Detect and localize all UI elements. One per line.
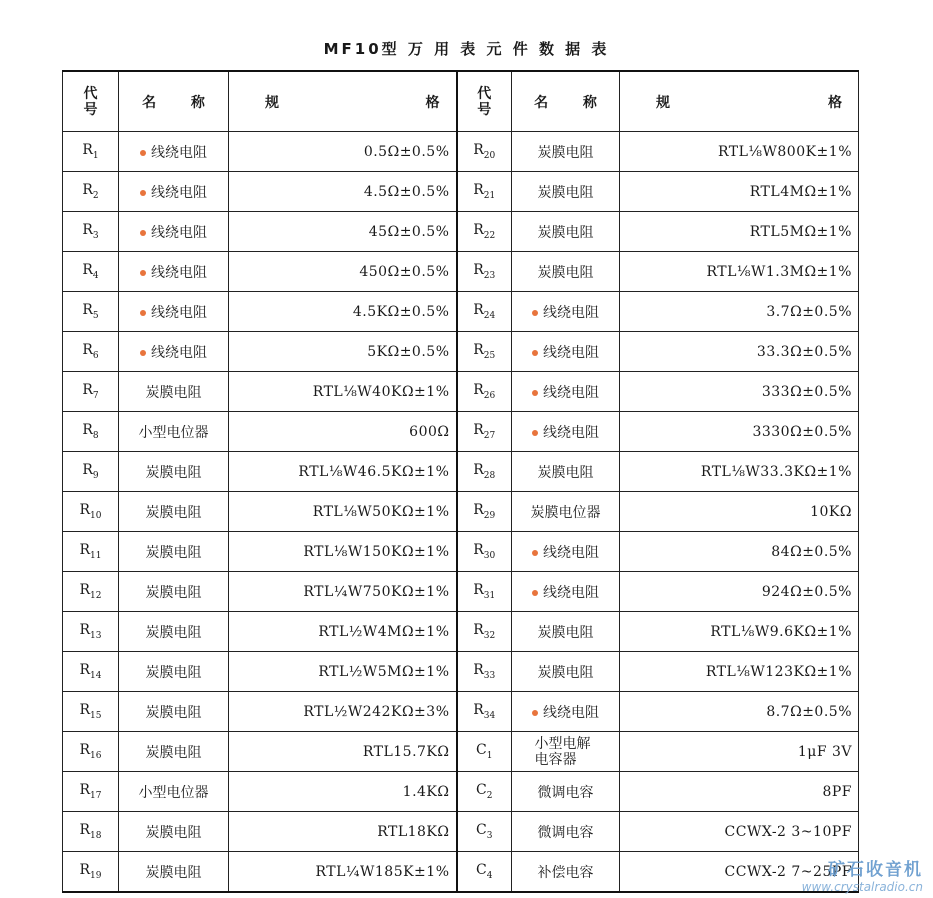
table-row <box>63 372 859 412</box>
component-name: 线绕电阻 <box>119 212 229 252</box>
header-code-right: 代 号 <box>457 71 512 132</box>
wirewound-marker-icon <box>140 310 146 316</box>
component-name: 炭膜电阻 <box>512 652 620 692</box>
component-spec: 33.3Ω±0.5% <box>620 332 859 372</box>
header-name-right: 名 称 <box>512 71 620 132</box>
table-row <box>63 692 859 732</box>
component-spec: 333Ω±0.5% <box>620 372 859 412</box>
wirewound-marker-icon <box>532 310 538 316</box>
wirewound-marker-icon <box>140 150 146 156</box>
component-code: $R_{12}$ <box>63 572 119 612</box>
component-code: $R_{20}$ <box>457 132 512 172</box>
wirewound-marker-icon <box>140 350 146 356</box>
component-code: $R_{16}$ <box>63 732 119 772</box>
component-code: $R_{18}$ <box>63 812 119 852</box>
component-spec: RTL4MΩ±1% <box>620 172 859 212</box>
component-name: 炭膜电阻 <box>512 612 620 652</box>
component-code: $R_{19}$ <box>63 852 119 893</box>
table-row <box>63 812 859 852</box>
component-name: 炭膜电阻 <box>119 852 229 893</box>
component-code: $R_{21}$ <box>457 172 512 212</box>
component-name: 线绕电阻 <box>512 332 620 372</box>
header-code: 代 号 <box>63 71 119 132</box>
wirewound-marker-icon <box>532 350 538 356</box>
component-code: $C_3$ <box>457 812 512 852</box>
component-name: 线绕电阻 <box>512 292 620 332</box>
component-code: $R_{34}$ <box>457 692 512 732</box>
table-row <box>63 412 859 452</box>
component-name: 线绕电阻 <box>512 692 620 732</box>
component-code: $R_5$ <box>63 292 119 332</box>
component-code: $R_{17}$ <box>63 772 119 812</box>
component-name: 炭膜电阻 <box>119 652 229 692</box>
component-name: 炭膜电阻 <box>119 492 229 532</box>
table-row <box>63 292 859 332</box>
component-spec: RTL¼W750KΩ±1% <box>229 572 457 612</box>
component-spec: RTL⅛W150KΩ±1% <box>229 532 457 572</box>
component-code: $R_{10}$ <box>63 492 119 532</box>
component-name: 炭膜电阻 <box>512 252 620 292</box>
component-spec: RTL⅛W800K±1% <box>620 132 859 172</box>
component-code: $R_{25}$ <box>457 332 512 372</box>
component-name: 炭膜电阻 <box>119 692 229 732</box>
component-spec: 924Ω±0.5% <box>620 572 859 612</box>
component-code: $R_3$ <box>63 212 119 252</box>
component-code: $R_{23}$ <box>457 252 512 292</box>
component-name: 小型电位器 <box>119 412 229 452</box>
component-code: $R_{24}$ <box>457 292 512 332</box>
component-code: $C_2$ <box>457 772 512 812</box>
table-row <box>63 172 859 212</box>
component-name: 线绕电阻 <box>119 252 229 292</box>
component-name: 炭膜电阻 <box>512 452 620 492</box>
component-name: 微调电容 <box>512 812 620 852</box>
table-row <box>63 652 859 692</box>
component-name: 补偿电容 <box>512 852 620 893</box>
component-spec: RTL½W242KΩ±3% <box>229 692 457 732</box>
component-name: 炭膜电阻 <box>119 532 229 572</box>
component-spec: 4.5Ω±0.5% <box>229 172 457 212</box>
table-row <box>63 732 859 772</box>
component-spec: 8.7Ω±0.5% <box>620 692 859 732</box>
table-row <box>63 332 859 372</box>
component-code: $R_{30}$ <box>457 532 512 572</box>
component-code: $R_{15}$ <box>63 692 119 732</box>
table-row <box>63 532 859 572</box>
header-row <box>63 71 859 132</box>
table-row <box>63 492 859 532</box>
wirewound-marker-icon <box>532 710 538 716</box>
component-name: 炭膜电阻 <box>119 572 229 612</box>
component-spec: RTL⅛W1.3MΩ±1% <box>620 252 859 292</box>
table-row <box>63 572 859 612</box>
component-name: 线绕电阻 <box>512 532 620 572</box>
wirewound-marker-icon <box>140 230 146 236</box>
table-title: MF10型 万 用 表 元 件 数 据 表 <box>323 40 610 58</box>
component-code: $R_{11}$ <box>63 532 119 572</box>
component-spec: RTL½W5MΩ±1% <box>229 652 457 692</box>
component-name: 炭膜电阻 <box>119 372 229 412</box>
component-name: 线绕电阻 <box>119 172 229 212</box>
component-code: $R_{32}$ <box>457 612 512 652</box>
component-code: $R_1$ <box>63 132 119 172</box>
component-spec: 450Ω±0.5% <box>229 252 457 292</box>
component-spec: CCWX-2 7~25PF <box>620 852 859 893</box>
component-code: $R_9$ <box>63 452 119 492</box>
component-code: $R_4$ <box>63 252 119 292</box>
component-name: 线绕电阻 <box>512 412 620 452</box>
component-code: $R_{14}$ <box>63 652 119 692</box>
component-name: 小型电位器 <box>119 772 229 812</box>
component-spec: RTL½W4MΩ±1% <box>229 612 457 652</box>
component-spec: 1μF 3V <box>620 732 859 772</box>
component-spec: RTL⅛W50KΩ±1% <box>229 492 457 532</box>
table-row <box>63 252 859 292</box>
component-spec: 600Ω <box>229 412 457 452</box>
component-name: 线绕电阻 <box>119 132 229 172</box>
component-name: 炭膜电阻 <box>119 612 229 652</box>
component-code: $R_6$ <box>63 332 119 372</box>
component-code: $R_2$ <box>63 172 119 212</box>
wirewound-marker-icon <box>140 270 146 276</box>
component-code: $R_{13}$ <box>63 612 119 652</box>
component-spec: 45Ω±0.5% <box>229 212 457 252</box>
table-row <box>63 612 859 652</box>
component-code: $R_{29}$ <box>457 492 512 532</box>
component-name: 炭膜电阻 <box>512 132 620 172</box>
wirewound-marker-icon <box>532 590 538 596</box>
table-row <box>63 452 859 492</box>
wirewound-marker-icon <box>532 550 538 556</box>
component-code: $C_1$ <box>457 732 512 772</box>
wirewound-marker-icon <box>140 190 146 196</box>
component-code: $R_8$ <box>63 412 119 452</box>
component-spec: 0.5Ω±0.5% <box>229 132 457 172</box>
component-name: 炭膜电阻 <box>119 452 229 492</box>
component-spec: 10KΩ <box>620 492 859 532</box>
watermark-url: www.crystalradio.cn <box>801 880 923 894</box>
component-code: $R_{22}$ <box>457 212 512 252</box>
component-code: $R_{33}$ <box>457 652 512 692</box>
header-spec-right: 规 格 <box>620 71 859 132</box>
table-row <box>63 772 859 812</box>
component-name: 线绕电阻 <box>119 332 229 372</box>
component-code: $R_{26}$ <box>457 372 512 412</box>
component-spec: RTL⅛W46.5KΩ±1% <box>229 452 457 492</box>
component-spec: 5KΩ±0.5% <box>229 332 457 372</box>
watermark-title: 矿石收音机 <box>828 860 923 880</box>
component-code: $R_{28}$ <box>457 452 512 492</box>
component-name: 炭膜电位器 <box>512 492 620 532</box>
component-spec: RTL18KΩ <box>229 812 457 852</box>
table-row <box>63 852 859 893</box>
component-name: 线绕电阻 <box>512 572 620 612</box>
component-spec: 84Ω±0.5% <box>620 532 859 572</box>
component-spec: 3330Ω±0.5% <box>620 412 859 452</box>
component-code: $R_7$ <box>63 372 119 412</box>
component-spec: RTL⅛W9.6KΩ±1% <box>620 612 859 652</box>
component-spec: RTL⅛W40KΩ±1% <box>229 372 457 412</box>
component-spec: RTL15.7KΩ <box>229 732 457 772</box>
component-name: 线绕电阻 <box>119 292 229 332</box>
component-spec: 4.5KΩ±0.5% <box>229 292 457 332</box>
table-row <box>63 212 859 252</box>
component-name: 小型电解电容器 <box>512 732 620 772</box>
wirewound-marker-icon <box>532 390 538 396</box>
component-code: $R_{31}$ <box>457 572 512 612</box>
component-spec: RTL5MΩ±1% <box>620 212 859 252</box>
component-name: 炭膜电阻 <box>512 172 620 212</box>
wirewound-marker-icon <box>532 430 538 436</box>
component-name: 炭膜电阻 <box>119 812 229 852</box>
component-table <box>62 70 859 893</box>
component-code: $R_{27}$ <box>457 412 512 452</box>
header-spec: 规 格 <box>229 71 457 132</box>
component-name: 微调电容 <box>512 772 620 812</box>
component-spec: 1.4KΩ <box>229 772 457 812</box>
component-spec: 3.7Ω±0.5% <box>620 292 859 332</box>
component-spec: CCWX-2 3~10PF <box>620 812 859 852</box>
site-watermark <box>802 855 923 894</box>
component-spec: RTL⅛W33.3KΩ±1% <box>620 452 859 492</box>
component-spec: RTL⅛W123KΩ±1% <box>620 652 859 692</box>
component-name: 线绕电阻 <box>512 372 620 412</box>
component-code: $C_4$ <box>457 852 512 893</box>
component-name: 炭膜电阻 <box>512 212 620 252</box>
component-spec: 8PF <box>620 772 859 812</box>
table-row <box>63 132 859 172</box>
component-spec: RTL¼W185K±1% <box>229 852 457 893</box>
header-name: 名 称 <box>119 71 229 132</box>
component-name: 炭膜电阻 <box>119 732 229 772</box>
